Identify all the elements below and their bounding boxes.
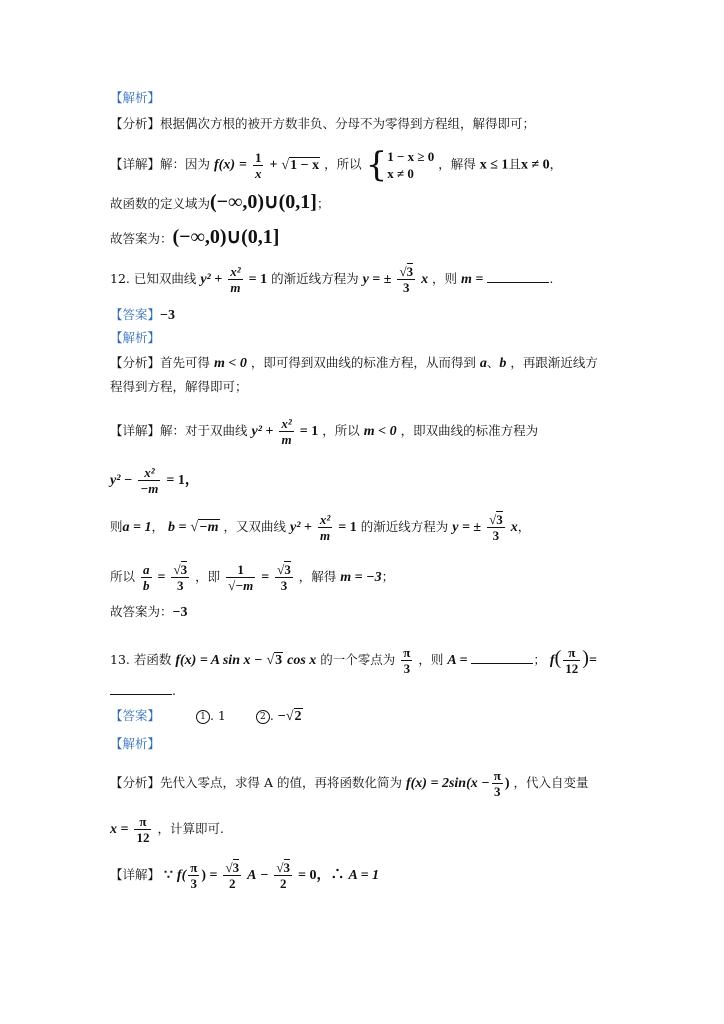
num: √3 (276, 860, 291, 875)
ab-line: 则a = 1， b = √−m ，又双曲线 y² + $\frac{\text{x²}}{m}$ = 1 的渐近线方程为 y = ± $\frac{√3}{3}$ x， (110, 512, 531, 543)
answer-blank-2 (110, 682, 172, 695)
num: π (134, 814, 151, 830)
answer-blank (487, 270, 549, 283)
xiangjie-13 (110, 860, 379, 891)
circled-number-2: 2 (256, 710, 270, 724)
text: 故答案为： (110, 604, 173, 619)
math: m < 0 (363, 424, 397, 439)
den: b (143, 578, 150, 593)
num: √3 (225, 860, 240, 875)
math: a = 1 (122, 520, 152, 535)
fraction-pi-over-12 (134, 814, 151, 845)
tag-fenxi: 【分析】 (110, 775, 161, 790)
num: π (190, 860, 198, 875)
tag-xiangjie: 【详解】 (110, 867, 161, 882)
radicand: −m (235, 578, 254, 593)
radicand: 2 (294, 709, 302, 724)
math: f( (176, 868, 187, 883)
math: = 1 (299, 424, 319, 439)
den: m (320, 528, 331, 543)
den: −m (140, 481, 159, 496)
math: A = 1 (348, 868, 380, 883)
tag-daan: 【答案】 (110, 708, 161, 723)
text: ，所以 (322, 423, 360, 438)
radicand: 3 (406, 264, 414, 279)
answer-13 (110, 707, 303, 726)
den: 3 (492, 528, 500, 543)
tag-xiangjie: 【详解】 (110, 156, 161, 172)
text: 先代入零点，求得 A 的值，再将函数化简为 (160, 775, 402, 790)
den: 12 (565, 661, 579, 676)
sqrt-neg-m: √−m (190, 520, 219, 535)
fraction-x2-over-m (228, 264, 242, 295)
math: = (588, 653, 597, 668)
xiangjie-12-line-1 (110, 416, 538, 447)
text: ，解得 (438, 156, 476, 172)
text: ，即双曲线的标准方程为 (400, 423, 539, 438)
question-13-line-2 (110, 682, 176, 700)
fraction-x2-over-neg-m (138, 465, 160, 496)
den: x (254, 165, 262, 181)
sqrt-2: √2 (285, 709, 302, 724)
math-cond1: x ≤ 1 (479, 157, 509, 173)
fraction-x2-over-m (318, 512, 332, 543)
xiangjie-line-1 (110, 145, 563, 185)
fraction-sqrt3-over-3 (171, 562, 189, 593)
answer-line-12 (110, 603, 188, 622)
math: ) = (201, 868, 218, 883)
den: 3 (280, 578, 288, 593)
tag-jiexi-1: 【解析】 (110, 90, 161, 105)
den: 12 (136, 830, 150, 845)
tag-fenxi: 【分析】 (110, 116, 161, 131)
text: ，则 (432, 271, 458, 286)
den: 2 (229, 876, 236, 891)
fraction-sqrt3-over-3 (397, 264, 415, 295)
question-12 (110, 264, 553, 295)
text: 的渐近线方程为 (271, 271, 359, 286)
text: 首先可得 (160, 355, 211, 370)
tag-xiangjie: 【详解】 (110, 423, 161, 438)
radicand: 3 (284, 562, 291, 577)
math: f(x) = 2sin(x − (405, 776, 490, 791)
text: 、 (486, 355, 500, 370)
text: 解：因为 (160, 156, 211, 172)
answer-12 (110, 306, 175, 325)
math: ∵ (164, 868, 173, 883)
num: π (493, 768, 501, 783)
math: − (277, 709, 286, 724)
tag-jiexi-3: 【解析】 (110, 736, 161, 751)
fenxi-line-1 (110, 115, 535, 133)
text: ，所以 (324, 156, 362, 172)
math-domain: (−∞,0)∪(0,1] (210, 191, 317, 213)
question-13: 13. 若函数 f(x) = A sin x − √3 cos x 的一个零点为 $\frac{\pi}{3}$ ，则 A = ； f( $\frac{\pi}{12}$ )= (110, 645, 597, 676)
tag-fenxi: 【分析】 (110, 355, 161, 370)
radicand: 3 (275, 653, 283, 668)
fraction-pi-over-3 (492, 768, 503, 799)
math: a (479, 356, 487, 371)
den: 2 (279, 876, 287, 891)
math: b (499, 356, 507, 371)
math: ) (504, 776, 510, 791)
num: 1 (254, 149, 262, 165)
fraction-x2-over-m (279, 416, 293, 447)
answer-1: . 1 (209, 708, 226, 723)
text: ； (316, 196, 330, 211)
fraction-pi-over-3 (188, 860, 199, 891)
math: y² + (251, 424, 274, 439)
radicand: 1 − x (290, 157, 320, 173)
question-number: 13. 若函数 (110, 652, 172, 667)
den: m (281, 432, 292, 447)
answer-line-1 (110, 228, 279, 248)
text: ； (533, 652, 546, 667)
math: m = (461, 272, 484, 287)
den: 3 (177, 578, 184, 593)
math: −3 (172, 605, 188, 620)
den: 3 (190, 876, 198, 891)
radicand: 3 (496, 512, 503, 527)
text: ，计算即可. (157, 821, 224, 836)
radicand: 3 (283, 860, 291, 875)
math: x (421, 272, 429, 287)
answer-value: −3 (160, 308, 175, 323)
text: ，再跟渐近线方 (510, 355, 598, 370)
brace: { (365, 145, 388, 185)
fenxi-12-line-2: 程得到方程，解得即可； (110, 379, 248, 394)
math: = 0，∴ (298, 868, 345, 883)
math: A = (447, 653, 468, 668)
math: m = −3 (340, 570, 382, 585)
fenxi-12-line-1 (110, 354, 598, 373)
tag-jiexi-2: 【解析】 (110, 330, 161, 345)
math: f(x) = A sin x − (175, 653, 263, 668)
radicand: −m (199, 520, 219, 535)
math: − (260, 868, 269, 883)
den: 3 (403, 661, 411, 676)
num: a (143, 562, 150, 577)
text: 则 (110, 519, 123, 534)
standard-equation (110, 465, 199, 496)
text: ，代入自变量 (513, 775, 589, 790)
math-fx: f(x) (214, 157, 236, 173)
text: ，即可得到双曲线的标准方程，从而得到 (250, 355, 476, 370)
text: 解：对于双曲线 (160, 423, 248, 438)
math: b = (167, 520, 187, 535)
text: ，又双曲线 (223, 519, 287, 534)
text: ，则 (418, 652, 444, 667)
text: 故函数的定义域为 (110, 196, 211, 211)
text: ； (381, 569, 395, 584)
sqrt-3: √3 (266, 653, 283, 668)
math-cond2: x ≠ 0 (520, 157, 550, 173)
num: x² (230, 264, 241, 279)
math: y = ± (452, 520, 482, 535)
num: 1 (226, 562, 255, 578)
num: √3 (173, 562, 188, 577)
fraction-1-over-sqrt-neg-m (226, 562, 255, 593)
math: y² + (200, 272, 223, 287)
text: 所以 (110, 569, 136, 584)
math: y² − (110, 473, 133, 488)
radicand: 3 (232, 860, 240, 875)
fraction-1-over-x (253, 150, 264, 181)
sys-row-1: 1 − x ≥ 0 (387, 149, 435, 164)
math: = 1 (248, 272, 268, 287)
den: √−m (228, 578, 254, 593)
equation-system (387, 148, 434, 182)
fenxi-text: 根据偶次方根的被开方数非负、分母不为零得到方程组，解得即可； (160, 116, 536, 131)
num: π (403, 645, 411, 660)
text: 的渐近线方程为 (360, 519, 449, 534)
radicand: 3 (180, 562, 188, 577)
text: 的一个零点为 (320, 652, 396, 667)
math-eq: = (239, 157, 247, 173)
ratio-line: 所以 $\frac{a}{b}$ = $\frac{√3}{3}$ ，即 $\frac{1}{√-m}$ = $\frac{√3}{3}$ ，解得 m = −3； (110, 562, 395, 593)
num: x² (281, 416, 292, 431)
math: f (549, 653, 555, 668)
math-plus: + (269, 157, 278, 173)
text: ，即 (195, 569, 221, 584)
num: √3 (399, 264, 414, 279)
text: ， (549, 156, 563, 172)
tag-daan: 【答案】 (110, 307, 161, 322)
fraction-sqrt3-over-2 (274, 860, 292, 891)
math: x (510, 520, 518, 535)
den: 3 (494, 784, 501, 799)
math: = 1， (166, 473, 199, 488)
text: . (172, 683, 176, 698)
den: 3 (403, 280, 410, 295)
math: A (247, 868, 257, 883)
fraction-sqrt3-over-3 (275, 562, 293, 593)
fraction-pi-over-3 (401, 645, 412, 676)
circled-number-1: 1 (196, 710, 210, 724)
text: ，解得 (298, 569, 337, 584)
sqrt-1-minus-x: √1 − x (281, 157, 320, 173)
math: m < 0 (214, 356, 247, 371)
fraction-pi-over-12 (563, 645, 580, 676)
den: m (230, 280, 241, 295)
num: √3 (489, 512, 503, 527)
math: y² + (290, 520, 312, 535)
num: π (563, 645, 580, 661)
num: x² (319, 512, 331, 527)
fraction-a-over-b (141, 562, 152, 593)
text: . (549, 271, 554, 286)
answer-2-label: . (269, 708, 274, 723)
num: x² (138, 465, 160, 481)
num: √3 (277, 562, 291, 577)
fraction-sqrt3-over-2 (223, 860, 241, 891)
domain-line (110, 193, 329, 213)
answer-blank-1 (471, 651, 533, 664)
math: cos x (287, 653, 317, 668)
fenxi-13-line-2 (110, 814, 224, 845)
question-number: 12. 已知双曲线 (110, 271, 197, 286)
text: 且 (508, 156, 521, 172)
math: = 1 (338, 520, 357, 535)
fraction-sqrt3-over-3 (487, 512, 505, 543)
math: y = ± (362, 272, 392, 287)
text: 故答案为： (110, 231, 173, 246)
sys-row-2: x ≠ 0 (387, 166, 414, 181)
fenxi-13 (110, 768, 589, 799)
math-answer: (−∞,0)∪(0,1] (172, 226, 280, 248)
math: x = (110, 822, 129, 837)
